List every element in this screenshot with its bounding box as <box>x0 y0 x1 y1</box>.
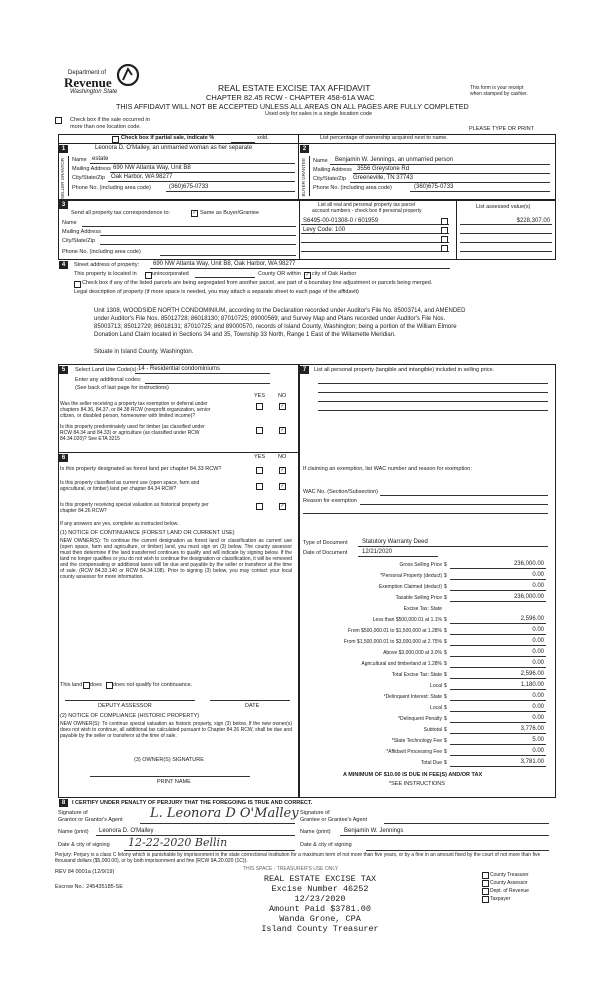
assessed-header: List assessed value(s) <box>476 204 531 210</box>
grantee-name-label: Name (print) <box>300 829 331 835</box>
legal-line-3: 85003713; 85012729; 86018131; 87010725; and 89000570, records of Island County, Washington; being a portion of the William Elmore <box>94 324 457 330</box>
street-address-label: Street address of property: <box>74 262 140 268</box>
s5-q1-no[interactable]: ✓ <box>280 403 285 409</box>
tax-label-8: Above $3,000,000 at 3.0% <box>383 650 442 656</box>
s6-q1-yes[interactable] <box>256 467 263 474</box>
section-7-number: 7 <box>300 366 309 374</box>
section-8-number: 8 <box>59 799 68 807</box>
tax-label-7: From $1,500,000.01 to $3,000,000 at 2.75% <box>343 639 442 645</box>
copy-taxpayer-checkbox[interactable] <box>482 896 489 903</box>
parcel-number: S6495-00-01308-0 / 601959 <box>303 218 379 224</box>
form-number: REV 84 0001a (12/9/19) <box>55 869 115 875</box>
tax-label-2: Exemption Claimed (deduct) <box>378 584 442 590</box>
corr-address-label: Mailing Address <box>62 229 101 235</box>
tax-value-8: 0.00 <box>532 649 544 655</box>
tax-label-3: Taxable Selling Price <box>395 595 442 601</box>
escrow-number: Escrow No.: 245435185-SE <box>55 884 123 890</box>
copy-county-treasurer-checkbox[interactable] <box>482 872 489 879</box>
city-of-label: city of Oak Harbor <box>312 271 357 277</box>
multi-location-label-1: Check box if the sale occurred in <box>70 117 150 123</box>
seller-name-label: Name <box>72 157 87 163</box>
tax-label-14: *Delinquent Penalty <box>398 716 442 722</box>
segregate-label: Check box if any of the listed parcels are being segregated from another parcel, are part of a boundary line adjustment or parcels being merged. <box>82 280 433 286</box>
does-checkbox[interactable] <box>83 682 90 689</box>
s6-q3-b: chapter 84.26 RCW? <box>60 508 107 514</box>
levy-code: Levy Code: 100 <box>303 227 346 233</box>
perjury-notice: Perjury: Perjury is a class C felony which is punishable by imprisonment in the state correctional institution for a maximum term of not more than five years, or by a fine in an amount fixed by the court of not more than five thousand dollars ($5,000.00), or by both imprisonment and fine (RCW 9A.20.020 (1C)). <box>55 852 541 864</box>
seller-city-label: City/State/Zip <box>72 175 106 181</box>
section-1-number: 1 <box>59 145 68 153</box>
assessed-value: $228,307.00 <box>516 218 550 224</box>
qualify-label: This land <box>60 682 83 688</box>
revenue-logo-icon <box>116 63 140 87</box>
city-checkbox[interactable]: ✓ <box>305 272 310 278</box>
see-instructions: *SEE INSTRUCTIONS <box>389 781 445 787</box>
receipt-note-2: when stamped by cashier. <box>470 91 528 97</box>
grantee-sig-label-1: Signature of <box>300 810 330 816</box>
yes-header-6: YES <box>254 454 266 460</box>
partial-sale-sold: sold. <box>257 135 269 141</box>
tax-value-14: 0.00 <box>532 715 544 721</box>
tax-value-18: 3,781.00 <box>520 759 544 765</box>
tax-value-6: 0.00 <box>532 627 544 633</box>
section-3-number: 3 <box>59 201 68 209</box>
print-name-label: PRINT NAME <box>157 779 191 785</box>
seller-phone: (360)675-0733 <box>169 184 209 190</box>
land-use-code: 14 - Residential condominiums <box>138 366 221 372</box>
seller-address-label: Mailing Address <box>72 166 111 172</box>
s5-q2-no[interactable]: ✓ <box>280 427 285 433</box>
doc-date-label: Date of Document <box>303 550 348 556</box>
reason-label: Reason for exemption <box>303 498 357 504</box>
s5-q1-yes[interactable] <box>256 403 263 410</box>
copy-county-assessor-checkbox[interactable] <box>482 880 489 887</box>
grantee-date-label: Date & city of signing <box>300 842 352 848</box>
tax-label-18: Total Due <box>420 760 442 766</box>
does-not-checkbox[interactable] <box>106 682 113 689</box>
buyer-phone: (360)675-0733 <box>414 184 454 190</box>
tax-value-11: 1,180.00 <box>520 682 544 688</box>
multi-location-label-2: more than one location code. <box>70 124 141 130</box>
partial-sale-label: Check box if partial sale, indicate % <box>121 135 215 141</box>
grantor-date-city: 12-22-2020 Bellin <box>128 836 228 849</box>
tax-label-12: *Delinquent Interest: State <box>383 694 442 700</box>
receipt-note-1: This form is your receipt <box>470 85 524 91</box>
buyer-address: 3556 Greystone Rd <box>357 166 410 172</box>
section-6-number: 6 <box>59 454 68 462</box>
s5-q2-c: 84.34.020)? See ETA 3215 <box>60 436 120 442</box>
stamp-line-6: Island County Treasurer <box>261 924 379 934</box>
s6-q2-b: agricultural, or timber) land per chapter 84.34 RCW? <box>60 486 177 492</box>
copy-taxpayer: Taxpayer <box>490 896 511 902</box>
grantor-sig-label-1: Signature of <box>58 810 88 816</box>
stamp-line-1: REAL ESTATE EXCISE TAX <box>263 874 377 884</box>
tax-label-4: Excise Tax: State <box>403 606 442 612</box>
s6-q3-yes[interactable] <box>256 503 263 510</box>
additional-codes-label: Enter any additional codes: <box>75 377 142 383</box>
tax-value-2: 0.00 <box>532 583 544 589</box>
notice-2-title: (2) NOTICE OF COMPLIANCE (HISTORIC PROPERTY) <box>60 713 200 719</box>
tax-value-10: 2,596.00 <box>520 671 544 677</box>
parcel-4-personal-checkbox[interactable] <box>441 245 448 252</box>
partial-sale-checkbox[interactable] <box>112 136 119 143</box>
copy-county-treasurer: County Treasurer <box>490 872 529 878</box>
tax-label-0: Gross Selling Price <box>399 562 442 568</box>
legal-line-5: Situate in Island County, Washington. <box>94 349 194 355</box>
owner-signature-label: (3) OWNER(S) SIGNATURE <box>134 757 204 763</box>
unincorporated-checkbox[interactable] <box>145 272 152 279</box>
please-type-label: PLEASE TYPE OR PRINT <box>469 126 535 132</box>
multi-location-checkbox[interactable] <box>55 117 62 124</box>
s6-q1: Is this property designated as forest land per chapter 84.33 RCW? <box>60 466 222 472</box>
dept-line3: Washington State <box>70 89 118 95</box>
deputy-assessor-label: DEPUTY ASSESSOR <box>98 703 152 709</box>
tax-label-9: Agricultural and timberland at 1.28% <box>361 661 442 667</box>
legal-line-1: Unit 1308, WOODSIDE NORTH CONDOMINIUM, according to the Declaration recorded under Auditor's File No. 85003714, and AMENDED <box>94 308 466 314</box>
seller-address: 690 NW Atlanta Way, Unit B8 <box>113 165 191 171</box>
seller-city: Oak Harbor, WA 98277 <box>111 174 173 180</box>
grantor-date-label: Date & city of signing <box>58 842 110 848</box>
located-label: This property is located in <box>74 271 137 277</box>
copy-dept-revenue-checkbox[interactable] <box>482 888 489 895</box>
corr-city-label: City/State/Zip <box>62 238 96 244</box>
additional-codes-note: (See back of last page for instructions) <box>75 385 169 391</box>
tax-value-1: 0.00 <box>532 572 544 578</box>
tax-label-6: From $500,000.01 to $1,500,000 at 1.28% <box>348 628 442 634</box>
s5-q1-a: Was the seller receiving a property tax exemption or deferral under <box>60 401 208 407</box>
parcel-2-personal-checkbox[interactable] <box>441 227 448 234</box>
unincorporated-label: unincorporated <box>152 271 189 277</box>
buyer-city: Greeneville, TN 37743 <box>353 175 413 181</box>
notice-2-body: NEW OWNER(S): To continue special valuation as historic property, sign (3) below. If the new owner(s) does not wish to continue, all additional tax calculated pursuant to Chapter 84.26 RCW, shall be due and payable by the seller or transferor at the time of sale. <box>60 721 292 739</box>
corr-name-label: Name <box>62 220 77 226</box>
doc-type: Statutory Warranty Deed <box>362 539 428 545</box>
if-any-yes: If any answers are yes, complete as instructed below. <box>60 521 179 527</box>
tax-label-10: Total Excise Tax: State <box>391 672 442 678</box>
seller-name-cont: estate <box>92 156 109 162</box>
form-title: REAL ESTATE EXCISE TAX AFFIDAVIT <box>218 83 371 93</box>
s5-q1-b: chapters 84.36, 84.37, or 84.38 RCW (nonprofit organization, senior <box>60 407 211 413</box>
stamp-line-3: 12/23/2020 <box>294 894 346 904</box>
tax-label-11: Local <box>430 683 442 689</box>
grantor-name-label: Name (print) <box>58 829 89 835</box>
grantor-name-print: Leonora D. O'Malley <box>99 828 154 834</box>
form-note: Used only for sales in a single location code <box>265 111 373 117</box>
tax-value-16: 5.00 <box>532 737 544 743</box>
copy-county-assessor: County Assessor <box>490 880 528 886</box>
buyer-name-label: Name <box>313 158 328 164</box>
yes-header-5: YES <box>254 393 266 399</box>
dept-line1: Department of <box>68 70 107 76</box>
parcel-header-2: account numbers - check box if personal property <box>312 208 422 214</box>
grantor-signature: L. Leonora D O'Malley <box>150 806 299 821</box>
seller-name-line1: Leonora D. O'Malley, an unmarried woman as her separate <box>95 145 253 151</box>
tax-value-15: 3,776.00 <box>520 726 544 732</box>
section-4-number: 4 <box>59 261 68 269</box>
correspondence-label: Send all property tax correspondence to: <box>71 210 171 216</box>
tax-value-17: 0.00 <box>532 748 544 754</box>
does-not-label: does not qualify for continuance. <box>113 682 193 688</box>
personal-property-label: List all personal property (tangible and intangible) included in selling price. <box>314 367 495 373</box>
notice-1-body: NEW OWNER(S): To continue the current designation as forest land or classification as current use (open space, farm and agriculture, or timber) land, you must sign on (3) below. The county assessor must then determine if the land transferred continues to qualify and will indicate by signing below. If the land no longer qualifies or you do not wish to continue the designation or classification, it will be removed and the compensating or additional taxes will be due and payable by the seller or transferor at the time of sale. (RCW 84.33.140 or RCW 84.34.108). Prior to signing (3) below, you may contact your local county assessor for more information. <box>60 538 292 580</box>
tax-label-1: *Personal Property (deduct) <box>380 573 442 579</box>
legal-line-4: Donation Land Claim located in Sections 34 and 35, Township 33 North, Range 1 East of the Willamette Meridian. <box>94 332 396 338</box>
tax-label-13: Local <box>430 705 442 711</box>
tax-value-7: 0.00 <box>532 638 544 644</box>
doc-date: 12/21/2020 <box>362 549 393 555</box>
tax-value-9: 0.00 <box>532 660 544 666</box>
buyer-city-label: City/State/Zip <box>313 176 347 182</box>
buyer-side-label: BUYER GRANTEE <box>300 156 310 196</box>
buyer-name: Benjamin W. Jennings, an unmarried person <box>335 157 454 163</box>
s6-q2-a: Is this property classified as current use (open space, farm and <box>60 480 200 486</box>
section-2-number: 2 <box>300 145 309 153</box>
s6-q3-no[interactable]: ✓ <box>280 503 285 509</box>
tax-value-13: 0.00 <box>532 704 544 710</box>
buyer-phone-label: Phone No. (including area code) <box>313 185 392 191</box>
treasurer-space-note: THIS SPACE - TREASURER'S USE ONLY <box>243 866 339 872</box>
segregate-checkbox[interactable] <box>74 281 81 288</box>
corr-phone-label: Phone No. (including area code) <box>62 249 141 255</box>
list-percentage-label: List percentage of ownership acquired next to name. <box>320 135 448 141</box>
certify-statement: I CERTIFY UNDER PENALTY OF PERJURY THAT THE FOREGOING IS TRUE AND CORRECT. <box>72 800 313 806</box>
stamp-line-4: Amount Paid $3781.00 <box>268 904 372 914</box>
wac-label: WAC No. (Section/Subsection) <box>303 489 378 495</box>
doc-type-label: Type of Document <box>303 540 348 546</box>
form-subtitle: CHAPTER 82.45 RCW - CHAPTER 458-61A WAC <box>206 93 375 102</box>
parcel-header-1: List all real and personal property tax parcel <box>318 202 415 208</box>
s6-q3-a: Is this property receiving special valuation as historical property per <box>60 502 209 508</box>
s6-q2-no[interactable]: ✓ <box>280 483 285 489</box>
s6-q2-yes[interactable] <box>256 483 263 490</box>
s5-q1-c: citizen, or disabled person, homeowner with limited income)? <box>60 413 196 419</box>
seller-phone-label: Phone No. (including area code) <box>72 185 151 191</box>
date-label: DATE <box>245 703 260 709</box>
parcel-3-personal-checkbox[interactable] <box>441 236 448 243</box>
s5-q2-b: RCW 84.34 and 84.33) or agriculture (as classified under RCW <box>60 430 200 436</box>
street-address: 690 NW Atlanta Way, Unit B8, Oak Harbor, WA 98277 <box>153 261 296 267</box>
does-label: does <box>90 682 102 688</box>
stamp-line-5: Wanda Grone, CPA <box>279 914 361 924</box>
tax-value-3: 236,000.00 <box>513 594 544 600</box>
tax-label-15: Subtotal <box>423 727 442 733</box>
no-header-6: NO <box>278 454 287 460</box>
tax-value-0: 236,000.00 <box>513 561 544 567</box>
seller-side-label: SELLER GRANTOR <box>59 156 69 196</box>
copy-dept-revenue: Dept. of Revenue <box>490 888 529 894</box>
section-5-number: 5 <box>59 366 68 374</box>
legal-line-2: under Auditor's File Nos. 85012728; 86018130; 87010725; 89000569; and Survey Map and Plans recorded under Auditor's File Nos. <box>94 316 446 322</box>
dept-line2: Revenue <box>64 75 112 90</box>
parcel-1-personal-checkbox[interactable] <box>441 218 448 225</box>
same-as-buyer-label: Same as Buyer/Grantee <box>200 210 260 216</box>
tax-value-5: 2,596.00 <box>520 616 544 622</box>
tax-label-17: *Affidavit Processing Fee <box>386 749 442 755</box>
grantee-sig-label-2: Grantee or Grantee's Agent <box>300 817 368 823</box>
county-or-within-label: County OR within <box>258 271 301 277</box>
grantor-sig-label-2: Grantor or Grantor's Agent <box>58 817 123 823</box>
legal-description-label: Legal description of property (if more space is needed, you may attach a separate sheet to each page of the affidavit) <box>74 289 359 295</box>
stamp-line-2: Excise Number 46252 <box>271 884 369 894</box>
buyer-address-label: Mailing Address <box>313 167 352 173</box>
minimum-due: A MINIMUM OF $10.00 IS DUE IN FEE(S) AND/OR TAX <box>343 772 483 778</box>
tax-label-5: Less than $500,000.01 at 1.1% <box>372 617 442 623</box>
exemption-label: If claiming an exemption, list WAC number and reason for exemption: <box>303 466 472 472</box>
tax-label-16: *State Technology Fee <box>391 738 442 744</box>
tax-value-12: 0.00 <box>532 693 544 699</box>
land-use-label: Select Land Use Code(s): <box>75 367 138 373</box>
grantee-name-print: Benjamin W. Jennings <box>344 828 404 834</box>
form-warning: THIS AFFIDAVIT WILL NOT BE ACCEPTED UNLESS ALL AREAS ON ALL PAGES ARE FULLY COMPLETED <box>116 102 469 111</box>
s6-q1-no[interactable]: ✓ <box>280 467 285 473</box>
s5-q2-a: Is this property predominately used for timber (as classified under <box>60 424 205 430</box>
no-header-5: NO <box>278 393 287 399</box>
s5-q2-yes[interactable] <box>256 427 263 434</box>
notice-1-title: (1) NOTICE OF CONTINUANCE (FOREST LAND OR CURRENT USE) <box>60 530 235 536</box>
same-as-buyer-checkbox[interactable]: ✓ <box>192 210 197 216</box>
